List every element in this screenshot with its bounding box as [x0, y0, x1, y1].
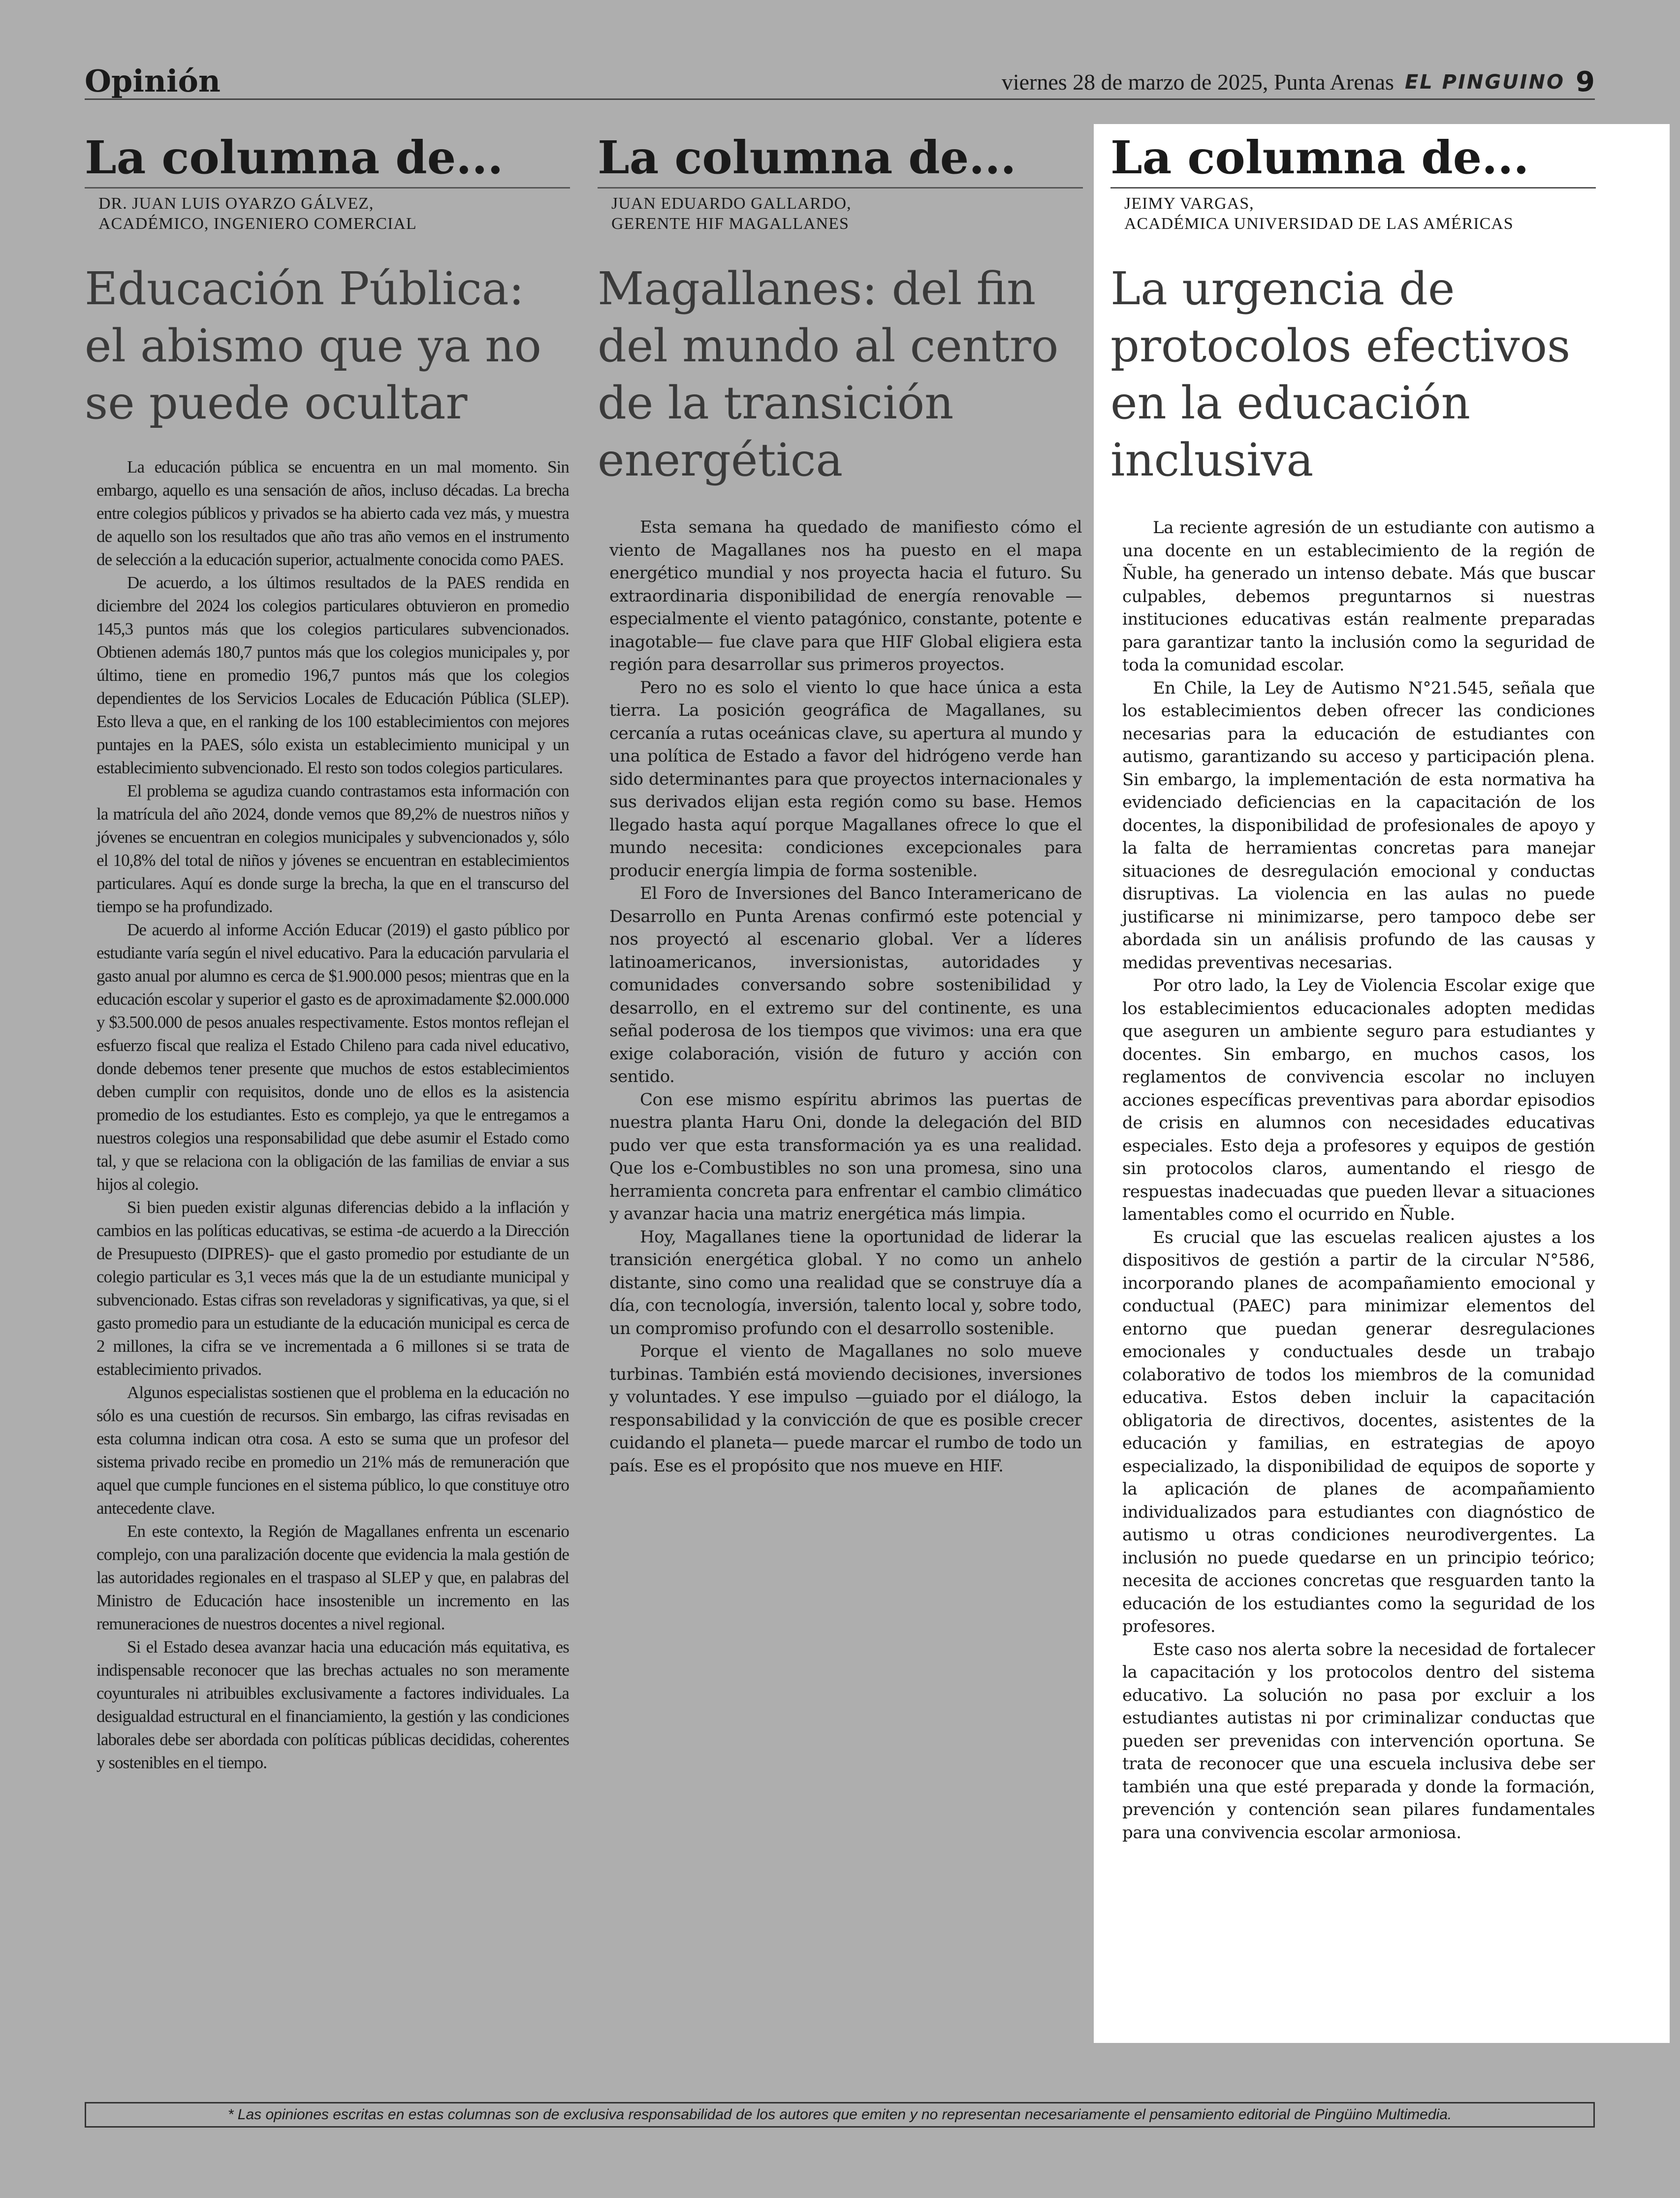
paragraph: De acuerdo al informe Acción Educar (2019) el gasto público por estudiante varía según el nivel educativo. Para la educación parvularia el gasto anual por alumno es cerca de $1.900.000 pesos; mientras que en la educación escolar y superior el gasto es de aproximadamente $2.000.000 y $3.500.000 de pesos anuales respectivamente. Estos montos reflejan el esfuerzo fiscal que realiza el Estado Chileno para cada nivel educativo, donde debemos tener presente que muchos de estos establecimientos deben cumplir con requisitos, donde uno de ellos es la asistencia promedio de los estudiantes. Esto es complejo, ya que le entregamos a nuestros colegios una responsabilidad que debe asumir el Estado como tal, y que se relaciona con la obligación de las familias de enviar a sus hijos al colegio. — [96, 920, 569, 1194]
paragraph: En este contexto, la Región de Magallanes enfrenta un escenario complejo, con una paralización docente que evidencia la mala gestión de las autoridades regionales en el traspaso al SLEP y que, en palabras del Ministro de Educación hace insostenible un incremento en las remuneraciones de nuestros docentes a nivel regional. — [96, 1522, 569, 1633]
author-role: ACADÉMICO, INGENIERO COMERCIAL — [98, 215, 417, 233]
paragraph: Hoy, Magallanes tiene la oportunidad de liderar la transición energética global. Y no como un anhelo distante, sino como una realidad que se construye día a día, con tecnología, inversión, talento local y, sobre todo, un compromiso profundo con el desarrollo sostenible. — [609, 1227, 1082, 1338]
headline-line: en la educación — [1110, 377, 1471, 429]
paragraph: Este caso nos alerta sobre la necesidad de fortalecer la capacitación y los protocolos dentro del sistema educativo. La solución no pasa por excluir a los estudiantes autistas ni por criminalizar conductas que pueden ser prevenidas con intervención oportuna. Se trata de reconocer que una escuela inclusiva debe ser también una que esté preparada y donde la formación, prevención y contención sean pilares fundamentales para una convivencia escolar armoniosa. — [1122, 1639, 1595, 1843]
column-author — [611, 193, 1083, 234]
headline-line: inclusiva — [1110, 434, 1314, 486]
paragraph: Con ese mismo espíritu abrimos las puertas de nuestra planta Haru Oni, donde la delegación del BID pudo ver que esta transformación ya es una realidad. Que los e-Combustibles no son una promesa, sino una herramienta concreta para enfrentar el cambio climático y avanzar hacia una matriz energética más limpia. — [609, 1089, 1082, 1224]
column-2 — [598, 129, 1083, 1477]
author-role: ACADÉMICA UNIVERSIDAD DE LAS AMÉRICAS — [1124, 215, 1514, 233]
editorial-disclaimer: * Las opiniones escritas en estas columnas son de exclusiva responsabilidad de los autores que emiten y no representan necesariamente el pensamiento editorial de Pingüino Multimedia. — [85, 2102, 1595, 2128]
page-header — [85, 59, 1595, 100]
column-headline — [1110, 260, 1596, 489]
paragraph: Pero no es solo el viento lo que hace única a esta tierra. La posición geográfica de Magallanes, su cercanía a rutas oceánicas clave, su apertura al mundo y una política de Estado a favor del hidrógeno verde han sido determinantes para que proyectos internacionales y sus derivados elijan esta región como su base. Hemos llegado hasta aquí porque Magallanes ofrece lo que el mundo necesita: condiciones excepcionales para producir energía limpia de forma sostenible. — [609, 677, 1082, 881]
paragraph: Algunos especialistas sostienen que el problema en la educación no sólo es una cuestión de recursos. Sin embargo, las cifras revisadas en esta columna indican otra cosa. A esto se suma que un profesor del sistema privado recibe en promedio un 21% más de remuneración que aquel que cumple funciones en el sistema público, lo que constituye otro antecedente clave. — [96, 1383, 569, 1518]
column-headline — [598, 260, 1083, 489]
paragraph: Si el Estado desea avanzar hacia una educación más equitativa, es indispensable reconocer que las brechas actuales no son meramente coyunturales ni atribuibles exclusivamente a factores individuales. La desigualdad estructural en el financiamiento, la gestión y las condiciones laborales debe ser abordada con políticas públicas decididas, coherentes y sostenibles en el tiempo. — [96, 1637, 569, 1772]
paragraph: Es crucial que las escuelas realicen ajustes a los dispositivos de gestión a partir de la circular N°586, incorporando planes de acompañamiento emocional y conductual (PAEC) para minimizar elementos del entorno que puedan generar desregulaciones emocionales y conductuales desde un trabajo colaborativo de todos los miembros de la comunidad educativa. Estos deben incluir la capacitación obligatoria de directivos, docentes, asistentes de la educación y familias, en estrategias de apoyo especializado, la disponibilidad de equipos de soporte y la aplicación de planes de acompañamiento individualizados para estudiantes con diagnóstico de autismo u otras condiciones neurodivergentes. La inclusión no puede quedarse en un principio teórico; necesita de acciones concretas que resguarden tanto la educación de los estudiantes como la seguridad de los profesores. — [1122, 1227, 1595, 1636]
headline-line: protocolos efectivos — [1110, 319, 1571, 372]
paragraph: De acuerdo, a los últimos resultados de la PAES rendida en diciembre del 2024 los colegios particulares obtuvieron en promedio 145,3 puntos más que los colegios particulares subvencionados. Obtienen además 180,7 puntos más que los colegios municipales y, por último, tiene en promedio 196,7 puntos más que los colegios dependientes de los Servicios Locales de Educación Pública (SLEP). Esto lleva a que, en el ranking de los 100 establecimientos con mejores puntajes en la PAES, sólo exista un establecimiento municipal y un establecimiento subvencionado. El resto son todos colegios particulares. — [96, 573, 569, 777]
section-name: Opinión — [85, 63, 221, 99]
column-headline — [85, 260, 570, 432]
header-meta — [1002, 66, 1595, 98]
headline-line: energética — [598, 434, 843, 486]
column-body — [1122, 516, 1595, 1844]
paragraph: En Chile, la Ley de Autismo N°21.545, señala que los establecimientos deben ofrecer las condiciones necesarias para la educación de estudiantes con autismo, garantizando su acceso y participación plena. Sin embargo, la implementación de esta normativa ha evidenciado deficiencias en la capacitación de los docentes, la disponibilidad de profesionales de apoyo y la falta de herramientas concretas para manejar situaciones de desregulación emocional y conductas disruptivas. La violencia en las aulas no puede justificarse ni minimizarse, pero tampoco debe ser abordada sin un análisis profundo de las causas y medidas preventivas necesarias. — [1122, 678, 1595, 973]
paragraph: El problema se agudiza cuando contrastamos esta información con la matrícula del año 2024, donde vemos que 89,2% de nuestros niños y jóvenes se encuentran en colegios municipales y subvencionados y, sólo el 10,8% del total de niños y jóvenes se encuentran en establecimientos particulares. Aquí es donde surge la brecha, la que en el transcurso del tiempo se ha profundizado. — [96, 781, 569, 916]
date-place: viernes 28 de marzo de 2025, Punta Arenas — [1001, 69, 1394, 95]
headline-line: La urgencia de — [1110, 262, 1455, 315]
paragraph: La reciente agresión de un estudiante con autismo a una docente en un establecimiento de la región de Ñuble, ha generado un intenso debate. Más que buscar culpables, debemos preguntarnos si nuestras instituciones educativas están realmente preparadas para garantizar tanto la inclusión como la seguridad de toda la comunidad escolar. — [1122, 518, 1595, 675]
column-kicker: La columna de... — [85, 129, 570, 189]
paragraph: Porque el viento de Magallanes no solo mueve turbinas. También está moviendo decisiones, inversiones y voluntades. Y ese impulso —guiado por el diálogo, la responsabilidad y la convicción de que es posible crecer cuidando el planeta— puede marcar el rumbo de todo un país. Ese es el propósito que nos mueve en HIF. — [609, 1341, 1082, 1476]
author-role: GERENTE HIF MAGALLANES — [611, 215, 849, 233]
page-number: 9 — [1576, 66, 1595, 98]
paragraph: La educación pública se encuentra en un mal momento. Sin embargo, aquello es una sensación de años, incluso décadas. La brecha entre colegios públicos y privados se ha abierto cada vez más, y muestra de aquello son los resultados que año tras año vemos en el instrumento de selección a la educación superior, actualmente conocida como PAES. — [96, 457, 569, 569]
column-3 — [1110, 129, 1596, 1844]
paragraph: Esta semana ha quedado de manifiesto cómo el viento de Magallanes nos ha puesto en el mapa energético mundial y nos proyecta hacia el futuro. Su extraordinaria disponibilidad de energía renovable —especialmente el viento patagónico, constante, potente e inagotable— fue clave para que HIF Global eligiera esta región para desarrollar sus primeros proyectos. — [609, 517, 1082, 674]
column-author — [1124, 193, 1596, 234]
column-1 — [85, 129, 570, 1774]
paragraph: El Foro de Inversiones del Banco Interamericano de Desarrollo en Punta Arenas confirmó este potencial y nos proyectó al escenario global. Ver a líderes latinoamericanos, inversionistas, autoridades y comunidades conversando sobre sostenibilidad y desarrollo, en el extremo sur del continente, es una señal poderosa de los tiempos que vivimos: una era que exige colaboración, visión de futuro y acción con sentido. — [609, 884, 1082, 1086]
column-author — [98, 193, 570, 234]
column-body — [96, 455, 569, 1774]
author-name: DR. JUAN LUIS OYARZO GÁLVEZ, — [98, 194, 374, 213]
headline-line: el abismo que ya no — [85, 319, 541, 372]
newspaper-logo: EL PINGUINO — [1404, 70, 1565, 94]
headline-line: de la transición — [598, 377, 954, 429]
column-kicker: La columna de... — [598, 129, 1083, 189]
headline-line: se puede ocultar — [85, 377, 468, 429]
paragraph: Si bien pueden existir algunas diferencias debido a la inflación y cambios en las políticas educativas, se estima -de acuerdo a la Dirección de Presupuesto (DIPRES)- que el gasto promedio por estudiante de un colegio particular es 3,1 veces más que la de un estudiante municipal y subvencionado. Estas cifras son reveladoras y significativas, ya que, si el gasto promedio para un estudiante de la educación municipal es cerca de 2 millones, la cifra se ve incrementada a 6 millones si se trata de establecimiento privados. — [96, 1198, 569, 1379]
headline-line: Magallanes: del fin — [598, 262, 1036, 315]
author-name: JEIMY VARGAS, — [1124, 194, 1254, 213]
column-kicker: La columna de... — [1110, 129, 1596, 189]
headline-line: del mundo al centro — [598, 319, 1059, 372]
headline-line: Educación Pública: — [85, 262, 524, 315]
author-name: JUAN EDUARDO GALLARDO, — [611, 194, 852, 213]
paragraph: Por otro lado, la Ley de Violencia Escolar exige que los establecimientos educacionales adopten medidas que aseguren un ambiente seguro para estudiantes y docentes. Sin embargo, en muchos casos, los reglamentos de convivencia escolar no incluyen acciones específicas preventivas para abordar episodios de crisis en alumnos con necesidades educativas especiales. Esto deja a profesores y equipos de gestión sin protocolos claros, aumentando el riesgo de respuestas inadecuadas que pueden llevar a situaciones lamentables como el ocurrido en Ñuble. — [1122, 976, 1595, 1224]
column-body — [609, 516, 1082, 1477]
